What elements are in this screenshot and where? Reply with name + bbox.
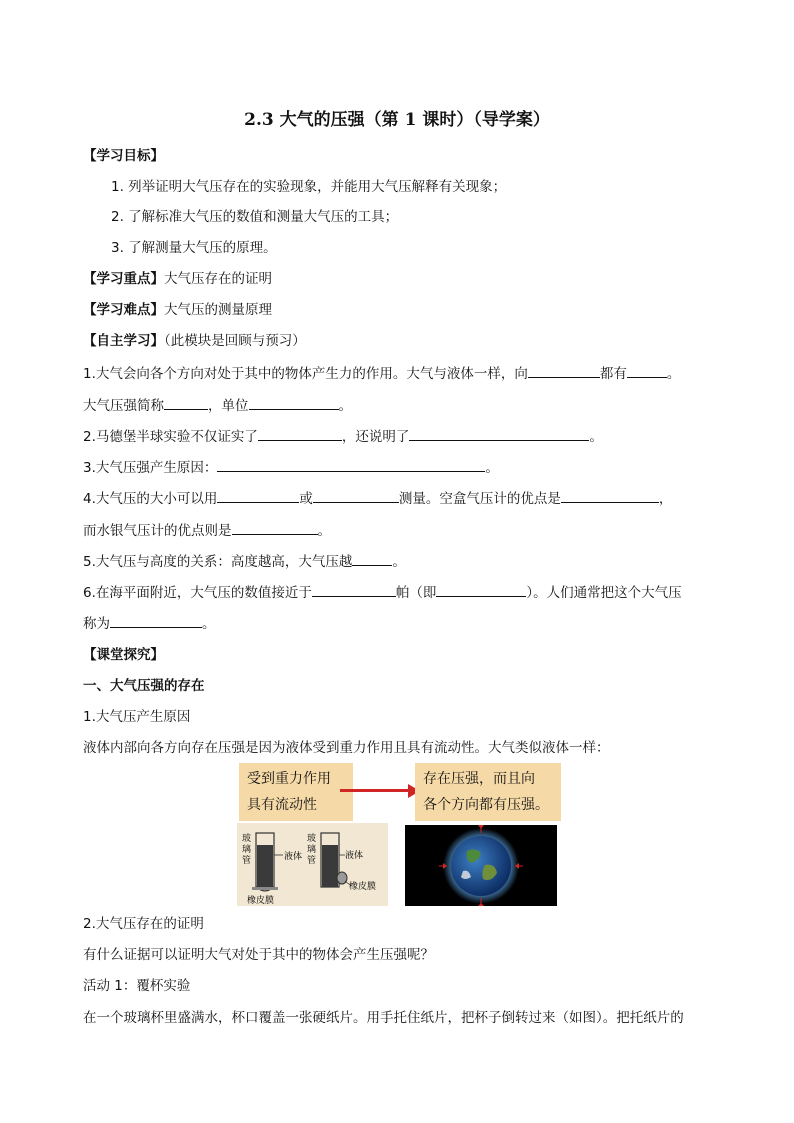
question-2-line [83, 426, 603, 447]
membrane-label-left: 橡皮膜 [247, 896, 275, 906]
liquid-label-left: 液体 [284, 852, 303, 862]
q6b-text-1: 称为 [83, 616, 110, 632]
answer-blank[interactable] [217, 457, 485, 472]
q2-text-1: 2.马德堡半球实验不仅证实了 [83, 429, 258, 445]
key-point-line [83, 269, 272, 289]
cause-box-line-2: 具有流动性 [247, 797, 317, 813]
page-title: 2.3 大气的压强（第 1 课时）（导学案） [244, 110, 550, 130]
subsection-1-text: 液体内部向各方向存在压强是因为液体受到重力作用且具有流动性。大气类似液体一样： [83, 740, 610, 756]
self-study-note: （此模块是回顾与预习） [164, 333, 306, 349]
glass-label-right: 玻 [307, 834, 317, 844]
question-4-line-a [83, 488, 672, 509]
q5-text-2: 。 [392, 554, 406, 570]
key-point-label: 【学习重点】 [83, 271, 164, 287]
cause-box-line-1: 受到重力作用 [247, 771, 331, 787]
activity-1-text: 在一个玻璃杯里盛满水，杯口覆盖一张硬纸片。用手托住纸片，把杯子倒转过来（如图）。把托纸片的 [83, 1010, 684, 1026]
q2-text-2: ，还说明了 [341, 429, 410, 445]
earth-illustration [405, 825, 557, 906]
answer-blank[interactable] [217, 488, 299, 503]
self-study-line [83, 331, 306, 351]
q6a-text-3: ）。人们通常把这个大气压 [526, 585, 682, 601]
q4a-text-2: 或 [299, 491, 313, 507]
q4a-text-3: 测量。空盒气压计的优点是 [398, 491, 561, 507]
q1b-text-2: ，单位 [208, 398, 249, 414]
answer-blank[interactable] [312, 582, 396, 597]
cause-box [239, 763, 353, 821]
q2-text-3: 。 [589, 429, 603, 445]
goal-item-1: 1. 列举证明大气压存在的实验现象，并能用大气压解释有关现象； [111, 179, 507, 195]
subsection-2-question: 有什么证据可以证明大气对处于其中的物体会产生压强呢？ [83, 947, 434, 963]
earth-atmosphere-figure [405, 825, 557, 906]
q3-text-2: 。 [485, 460, 499, 476]
q4b-text-1: 而水银气压计的优点则是 [83, 523, 232, 539]
q1a-text-2: 都有 [599, 366, 627, 382]
answer-blank[interactable] [352, 551, 392, 566]
self-study-label: 【自主学习】 [83, 333, 164, 349]
q1b-text-1: 大气压强简称 [83, 398, 164, 414]
section-1-heading: 一、大气压强的存在 [83, 678, 205, 694]
q5-text-1: 5.大气压与高度的关系：高度越高，大气压越 [83, 554, 353, 570]
difficulty-text: 大气压的测量原理 [164, 302, 272, 318]
class-explore-heading: 【课堂探究】 [83, 647, 164, 663]
q3-text-1: 3.大气压强产生原因： [83, 460, 218, 476]
q6a-text-1: 6.在海平面附近，大气压的数值接近于 [83, 585, 312, 601]
question-3-line [83, 457, 499, 478]
goal-item-3: 3. 了解测量大气压的原理。 [111, 240, 277, 256]
answer-blank[interactable] [313, 488, 399, 503]
glass-label-left: 玻 [242, 834, 252, 844]
liquid-tube-figure [237, 823, 388, 906]
question-4-line-b [83, 520, 331, 541]
glass-label-left-3: 管 [242, 856, 252, 866]
answer-blank[interactable] [110, 613, 202, 628]
q4b-text-2: 。 [317, 523, 331, 539]
q6a-text-2: 帕（即 [395, 585, 437, 601]
question-1-line-a [83, 363, 680, 384]
answer-blank[interactable] [164, 395, 208, 410]
key-point-text: 大气压存在的证明 [164, 271, 272, 287]
q6b-text-2: 。 [202, 616, 216, 632]
liquid-label-right: 液体 [345, 851, 364, 861]
q1a-text-3: 。 [666, 366, 681, 382]
q1a-text-1: 1.大气会向各个方向对处于其中的物体产生力的作用。大气与液体一样，向 [83, 366, 528, 382]
subsection-1-heading: 1.大气压产生原因 [83, 709, 191, 725]
q1b-text-3: 。 [338, 398, 352, 414]
answer-blank[interactable] [232, 520, 318, 535]
answer-blank[interactable] [627, 363, 667, 378]
goal-item-2: 2. 了解标准大气压的数值和测量大气压的工具； [111, 209, 399, 225]
question-1-line-b [83, 395, 352, 416]
effect-box-line-1: 存在压强，而且向 [423, 771, 535, 787]
q4a-text-4: ， [658, 491, 673, 507]
glass-label-right-3: 管 [307, 856, 317, 866]
subsection-2-heading: 2.大气压存在的证明 [83, 916, 204, 932]
question-6-line-a [83, 582, 682, 603]
difficulty-label: 【学习难点】 [83, 302, 164, 318]
difficulty-line [83, 300, 272, 320]
glass-label-left-2: 璃 [242, 845, 252, 855]
question-6-line-b [83, 613, 216, 634]
glass-label-right-2: 璃 [307, 845, 317, 855]
answer-blank[interactable] [249, 395, 339, 410]
goals-heading: 【学习目标】 [83, 148, 164, 164]
membrane-label-right: 橡皮膜 [349, 882, 377, 892]
answer-blank[interactable] [561, 488, 659, 503]
arrow-line [340, 789, 410, 792]
q4a-text-1: 4.大气压的大小可以用 [83, 491, 218, 507]
effect-box [415, 763, 561, 821]
answer-blank[interactable] [436, 582, 526, 597]
activity-1-title: 活动 1：覆杯实验 [83, 978, 191, 994]
tube-illustration [237, 823, 388, 906]
answer-blank[interactable] [528, 363, 600, 378]
answer-blank[interactable] [258, 426, 342, 441]
effect-box-line-2: 各个方向都有压强。 [423, 797, 549, 813]
question-5-line [83, 551, 406, 572]
answer-blank[interactable] [409, 426, 589, 441]
